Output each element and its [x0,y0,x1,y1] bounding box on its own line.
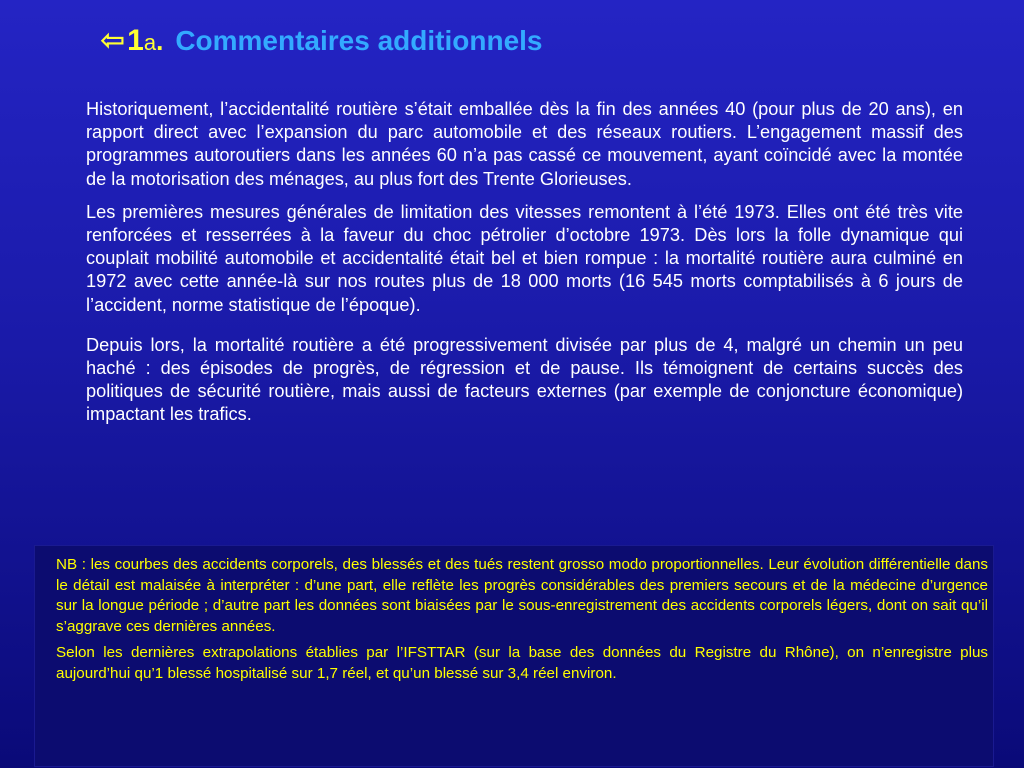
paragraph-history: Historiquement, l’accidentalité routière s’était emballée dès la fin des années 40 (pour plus de 20 ans), en rapport direct avec l’expansion du parc automobile et des réseaux routiers. L’engagement massif des programmes autoroutiers dans les années 60 n’a pas cassé ce mouvement, ayant coïncidé avec la montée de la motorisation des ménages, au plus fort des Trente Glorieuses. [86,99,963,189]
title-number: 1 [127,24,144,57]
note-paragraph-ifsttar: Selon les dernières extrapolations établies par l’IFSTTAR (sur la base des données du Registre du Rhône), on n’enregistre plus aujourd’hui qu’1 blessé hospitalisé sur 1,7 réel, et qu’un blessé sur 3,4 réel environ. [56,644,988,682]
note-paragraph-nb: NB : les courbes des accidents corporels, des blessés et des tués restent grosso modo proportionnelles. Leur évolution différentielle dans le détail est malaisée à interpréter : d’une part, elle reflète les progrès considérables des premiers secours et de la médecine d’urgence sur la longue période ; d’autre part les données sont biaisées par le sous-enregistrement des accidents corporels légers, dont on sait qu’il s’aggrave ces dernières années. [56,556,988,635]
note-text [56,555,988,685]
main-text [86,98,963,427]
paragraph-speed-limits: Les premières mesures générales de limitation des vitesses remontent à l’été 1973. Elles ont été très vite renforcées et resserrées à la faveur du choc pétrolier d’octobre 1973. Dès lors la folle dynamique qui couplait mobilité automobile et accidentalité était bel et bien rompue : la mortalité routière aura culminé en 1972 avec cette année-là sur nos routes plus de 18 000 morts (16 545 morts comptabilisés à 6 jours de l’accident, norme statistique de l’époque). [86,201,963,315]
title-suffix: a [143,30,157,55]
slide-title [100,24,543,64]
title-text: Commentaires additionnels [175,25,543,56]
title-dot: . [156,26,164,56]
arrow-left-icon[interactable]: ⇦ [100,24,126,57]
paragraph-since-then: Depuis lors, la mortalité routière a été progressivement divisée par plus de 4, malgré un chemin un peu haché : des épisodes de progrès, de régression et de pause. Ils témoignent de certains succès des politiques de sécurité routière, mais aussi de facteurs externes (par exemple de conjoncture économique) impactant les trafics. [86,334,963,425]
